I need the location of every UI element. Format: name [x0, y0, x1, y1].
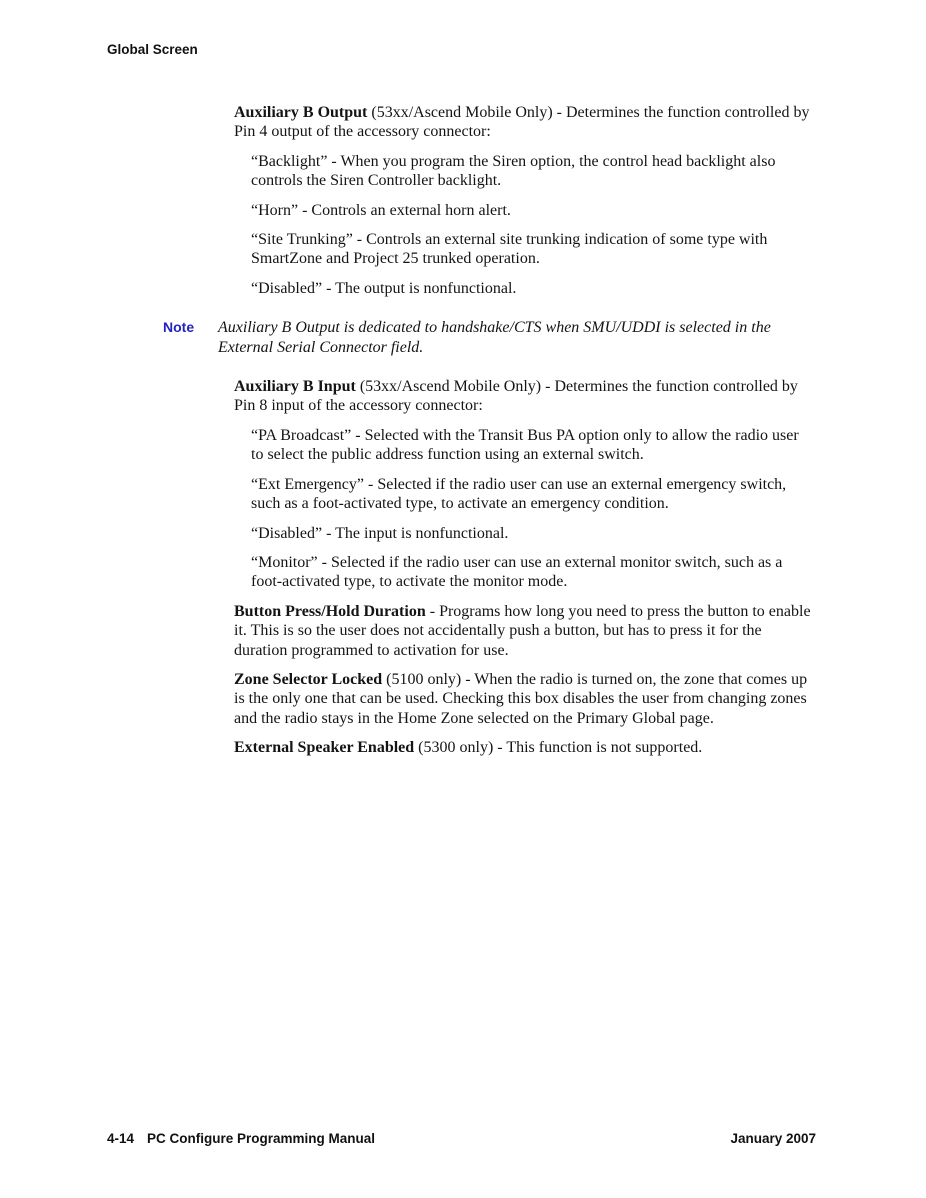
subparagraph-backlight: “Backlight” - When you program the Siren option, the control head backlight also controls the Siren Controller backlight. [251, 152, 776, 190]
paragraph-auxiliary-b-input [234, 377, 815, 416]
paragraph-button-press-hold-duration [234, 602, 815, 660]
note-block [163, 318, 815, 357]
term-bold: Button Press/Hold Duration [234, 602, 426, 620]
subparagraph-pa-broadcast: “PA Broadcast” - Selected with the Transit Bus PA option only to allow the radio user to select the public address function using an external switch. [251, 426, 799, 464]
paragraph-zone-selector-locked [234, 670, 815, 728]
subparagraph-monitor: “Monitor” - Selected if the radio user can use an external monitor switch, such as a foot-activated type, to activate the monitor mode. [251, 553, 783, 591]
page-footer [107, 1131, 816, 1146]
term-bold: Auxiliary B Output [234, 104, 368, 121]
paragraph-text: - Programs how long you need to press the button to enable it. This is so the user does not accidentally push a button, but has to press it for the duration programmed to activation for use. [234, 602, 811, 659]
note-text: Auxiliary B Output is dedicated to handshake/CTS when SMU/UDDI is selected in the External Serial Connector field. [218, 319, 771, 356]
page-content [0, 103, 926, 768]
paragraph-text: (5300 only) - This function is not supported. [414, 739, 703, 757]
term-bold: Zone Selector Locked [234, 670, 383, 688]
footer-page-number: 4-14 [107, 1131, 135, 1146]
subparagraph-site-trunking: “Site Trunking” - Controls an external site trunking indication of some type with SmartZone and Project 25 trunked operation. [251, 231, 768, 268]
paragraph-auxiliary-b-output [234, 103, 815, 142]
paragraph-text: (5100 only) - When the radio is turned on, the zone that comes up is the only one that can be used. Checking this box disables the user from changing zones and the radio stays in the Home Zone selected on the Primary Global page. [234, 670, 808, 727]
subparagraph-ext-emergency: “Ext Emergency” - Selected if the radio user can use an external emergency switch, such as a foot-activated type, to activate an emergency condition. [251, 475, 787, 513]
paragraph-external-speaker-enabled [234, 738, 815, 757]
note-label: Note [163, 319, 195, 336]
footer-date: January 2007 [730, 1131, 816, 1146]
term-bold: Auxiliary B Input [234, 378, 356, 396]
paragraph-text: (53xx/Ascend Mobile Only) - Determines the function controlled by Pin 8 input of the accessory connector: [234, 378, 798, 415]
paragraph-text: (53xx/Ascend Mobile Only) - Determines the function controlled by Pin 4 output of the accessory connector: [234, 104, 810, 141]
term-bold: External Speaker Enabled [234, 739, 415, 757]
subparagraph-disabled-output: “Disabled” - The output is nonfunctional. [251, 279, 517, 297]
footer-left [107, 1131, 375, 1146]
subparagraph-horn: “Horn” - Controls an external horn alert. [251, 201, 511, 219]
running-header: Global Screen [107, 42, 198, 57]
subparagraph-disabled-input: “Disabled” - The input is nonfunctional. [251, 524, 509, 542]
footer-manual-title: PC Configure Programming Manual [147, 1131, 376, 1146]
